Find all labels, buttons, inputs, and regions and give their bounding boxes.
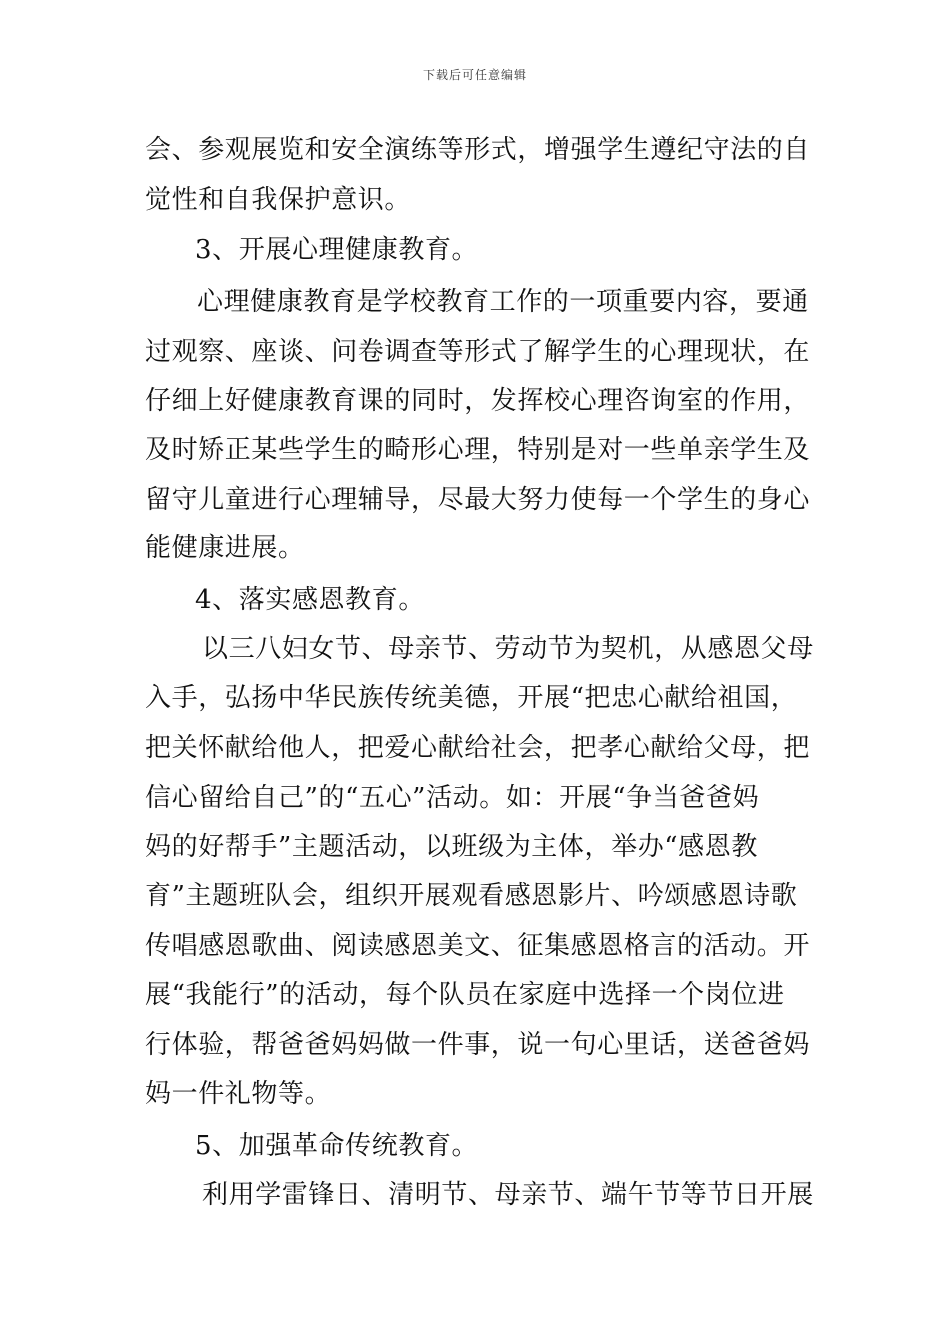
text-line: 把关怀献给他人，把爱心献给社会，把孝心献给父母，把 [145,733,811,763]
text-line: 信心留给自己”的“五心”活动。如：开展“争当爸爸妈 [145,783,760,813]
text-line: 及时矫正某些学生的畸形心理，特别是对一些单亲学生及 [145,435,811,465]
text-line: 入手，弘扬中华民族传统美德，开展“把忠心献给祖国， [145,683,798,713]
section-heading: 5、加强革命传统教育。 [195,1131,479,1161]
text-line: 传唱感恩歌曲、阅读感恩美文、征集感恩格言的活动。开 [145,931,811,961]
text-line: 能健康进展。 [145,533,305,563]
text-line: 觉性和自我保护意识。 [145,185,412,215]
section-heading: 3、开展心理健康教育。 [195,235,479,265]
text-line: 过观察、座谈、问卷调查等形式了解学生的心理现状，在 [145,337,811,367]
text-line: 妈的好帮手”主题活动，以班级为主体，举办“感恩教 [145,832,758,862]
text-line: 以三八妇女节、母亲节、劳动节为契机，从感恩父母 [202,634,814,664]
text-line: 心理健康教育是学校教育工作的一项重要内容，要通 [197,287,809,317]
text-line: 育”主题班队会，组织开展观看感恩影片、吟颂感恩诗歌 [145,881,798,911]
section-heading: 4、落实感恩教育。 [195,585,425,615]
text-line: 利用学雷锋日、清明节、母亲节、端午节等节日开展 [202,1180,814,1210]
text-line: 会、参观展览和安全演练等形式，增强学生遵纪守法的自 [145,135,811,165]
text-line: 妈一件礼物等。 [145,1079,332,1109]
text-line: 行体验，帮爸爸妈妈做一件事，说一句心里话，送爸爸妈 [145,1030,811,1060]
text-line: 留守儿童进行心理辅导，尽最大努力使每一个学生的身心 [145,485,811,515]
text-line: 展“我能行”的活动，每个队员在家庭中选择一个岗位进 [145,980,785,1010]
page-header: 下载后可任意编辑 [422,68,527,82]
text-line: 仔细上好健康教育课的同时，发挥校心理咨询室的作用， [145,386,811,416]
